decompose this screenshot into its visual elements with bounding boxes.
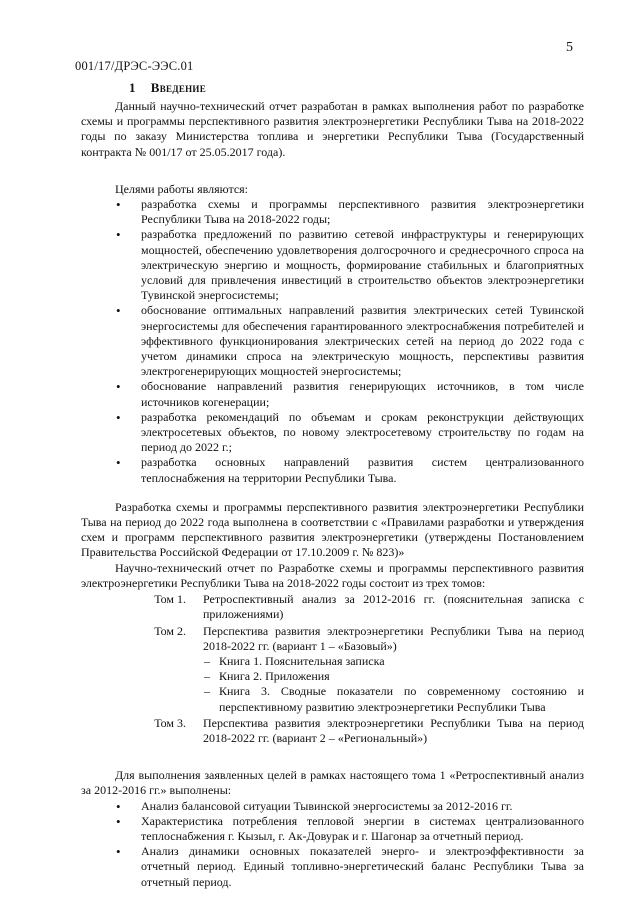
section-number: 1 (129, 80, 136, 95)
goal-item: • разработка рекомендаций по объемам и срокам реконструкции действующих электросетевых объектов, по новому электросетевому строительству по годам на период до 2022 г.; (141, 410, 584, 456)
document-body (81, 99, 584, 890)
tasks-intro: Для выполнения заявленных целей в рамках настоящего тома 1 «Ретроспективный анализ за 2012-2016 гг.» выполнены: (81, 768, 584, 798)
volume-text: Ретроспективный анализ за 2012-2016 гг. (пояснительная записка с приложениями) (203, 592, 584, 622)
page-number: 5 (566, 40, 573, 55)
goal-item: • разработка основных направлений развития систем централизованного теплоснабжения на территории Республики Тыва. (141, 455, 584, 485)
goal-item: • обоснование направлений развития генерирующих источников, в том числе источников когенерации; (141, 379, 584, 409)
goal-item: • обоснование оптимальных направлений развития электрических сетей Тувинской энергосистемы для обеспечения гарантированного электроснабжения потребителей и эффективного функционирования электрических сетей на период до 2022 года с учетом динамики спроса на электрическую мощность, перспективы развития электрогенерирующих мощностей энергосистемы; (141, 303, 584, 379)
book-item: – Книга 1. Пояснительная записка (219, 654, 584, 669)
volumes-paragraph: Научно-технический отчет по Разработке схемы и программы перспективного развития электроэнергетики Республики Тыва на 2018-2022 годы состоит из трех томов: (81, 560, 584, 590)
volume-text: Перспектива развития электроэнергетики Республики Тыва на период 2018-2022 гг. (вариант 1 – «Базовый») (203, 623, 584, 653)
book-item: – Книга 3. Сводные показатели по современному состоянию и перспективному развитию электроэнергетики Республики Тыва (219, 684, 584, 714)
volume-label: Том 1. (154, 592, 186, 607)
tasks-list (81, 799, 584, 890)
volume-label: Том 2. (154, 623, 186, 638)
goals-list (81, 197, 584, 486)
section-title: Введение (150, 80, 207, 95)
task-item: • Анализ балансовой ситуации Тывинской энергосистемы за 2012-2016 гг. (141, 799, 584, 814)
book-item: – Книга 2. Приложения (219, 669, 584, 684)
volume-label: Том 3. (154, 715, 186, 730)
books-list (203, 654, 584, 715)
task-item: • Характеристика потребления тепловой энергии в системах централизованного теплоснабжения г. Кызыл, г. Ак-Довурак и г. Шагонар за отчетный период. (141, 814, 584, 844)
goal-item: • разработка предложений по развитию сетевой инфраструктуры и генерирующих мощностей, обеспечению удовлетворения долгосрочного и среднесрочного спроса на электрическую энергию и мощность, формирование стабильных и благоприятных условий для привлечения инвестиций в строительство объектов электроэнергетики Тувинской энергосистемы; (141, 227, 584, 303)
goals-intro: Целями работы являются: (115, 181, 249, 196)
volume-item (81, 592, 584, 622)
volume-item (81, 716, 584, 746)
section-heading (129, 80, 206, 96)
goal-item: • разработка схемы и программы перспективного развития электроэнергетики Республики Тыва на 2018-2022 годы; (141, 197, 584, 227)
volume-text: Перспектива развития электроэнергетики Республики Тыва на период 2018-2022 гг. (вариант 2 – «Региональный») (203, 715, 584, 745)
intro-paragraph: Данный научно-технический отчет разработан в рамках выполнения работ по разработке схемы и программы перспективного развития электроэнергетики Республики Тыва на 2018-2022 годы по заказу Министерства топлива и энергетики Республики Тыва (Государственный контракта № 001/17 от 25.05.2017 года). (81, 99, 584, 159)
task-item: • Анализ динамики основных показателей энерго- и электроэффективности за отчетный период. Единый топливно-энергетический баланс Республики Тыва за отчетный период. (141, 844, 584, 890)
rules-paragraph: Разработка схемы и программы перспективного развития электроэнергетики Республики Тыва на период до 2022 года выполнена в соответствии с «Правилами разработки и утверждения схем и программ перспективного развития электроэнергетики (утверждены Постановлением Правительства Российской Федерации от 17.10.2009 г. № 823)» (81, 499, 584, 560)
document-code: 001/17/ДРЭС-ЭЭС.01 (75, 59, 194, 73)
volume-item (81, 624, 584, 715)
volumes-list (81, 592, 584, 746)
